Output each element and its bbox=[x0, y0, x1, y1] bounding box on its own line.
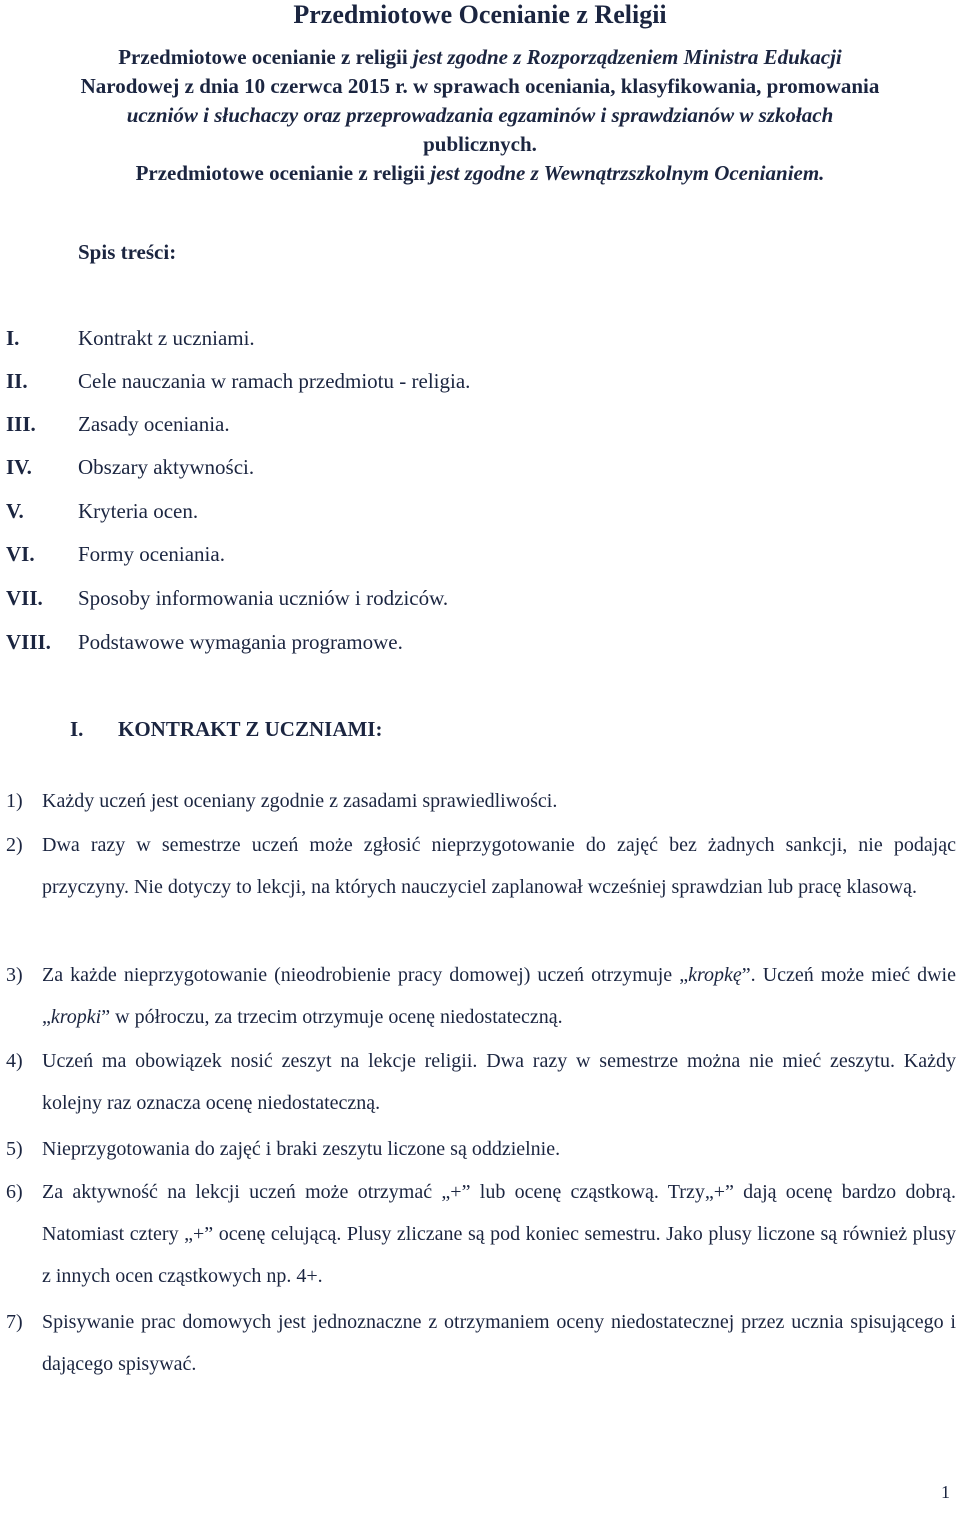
rule-text bbox=[42, 954, 956, 1038]
intro-text-bold-1: Przedmiotowe ocenianie z religii bbox=[118, 45, 413, 69]
toc-item-number: III. bbox=[6, 412, 36, 436]
rule-number: 2) bbox=[6, 834, 23, 856]
rule-text-part: ”. Uczeń może mieć dwie „ bbox=[42, 964, 956, 1028]
rule-item bbox=[6, 1040, 956, 1124]
toc-item-label: Kryteria ocen. bbox=[78, 499, 199, 523]
intro-text-bold-2: Narodowej z dnia 10 czerwca 2015 r. w sprawach oceniania, klasyfikowania, promowania bbox=[80, 74, 880, 98]
toc-item-number: V. bbox=[6, 499, 24, 523]
rule-text: Nieprzygotowania do zajęć i braki zeszytu liczone są oddzielnie. bbox=[42, 1138, 561, 1160]
toc-item-label: Podstawowe wymagania programowe. bbox=[78, 630, 403, 654]
rule-item bbox=[6, 1301, 956, 1385]
toc-item-number: IV. bbox=[6, 455, 32, 479]
toc-item-number: VII. bbox=[6, 586, 43, 610]
rule-text: Spisywanie prac domowych jest jednoznaczne z otrzymaniem oceny niedostatecznej przez ucznia spisującego i dającego spisywać. bbox=[42, 1311, 956, 1375]
intro-text-bold-3: publicznych. bbox=[423, 132, 537, 156]
toc-item-number: II. bbox=[6, 369, 28, 393]
rule-text: Każdy uczeń jest oceniany zgodnie z zasadami sprawiedliwości. bbox=[42, 790, 558, 812]
toc-item-label: Obszary aktywności. bbox=[78, 455, 255, 479]
rule-number: 4) bbox=[6, 1050, 23, 1072]
rule-number: 6) bbox=[6, 1181, 23, 1203]
intro-text-bold-4: Przedmiotowe ocenianie z religii bbox=[135, 161, 431, 185]
intro-paragraph bbox=[40, 43, 920, 188]
section-title: KONTRAKT Z UCZNIAMI: bbox=[118, 717, 383, 741]
rule-number: 5) bbox=[6, 1138, 23, 1160]
toc-item-number: I. bbox=[6, 326, 20, 350]
toc-item-number: VIII. bbox=[6, 630, 51, 654]
rule-text: Dwa razy w semestrze uczeń może zgłosić nieprzygotowanie do zajęć bez żadnych sankcji, nie podając przyczyny. Nie dotyczy to lekcji, na których nauczyciel zaplanował wcześniej sprawdzian lub pracę klasową. bbox=[42, 834, 956, 898]
rule-text-italic: kropki bbox=[50, 1006, 102, 1028]
toc-item-label: Sposoby informowania uczniów i rodziców. bbox=[78, 586, 449, 610]
toc-heading: Spis treści: bbox=[78, 240, 177, 264]
intro-text-italic-1: jest zgodne z Rozporządzeniem Ministra Edukacji bbox=[412, 45, 842, 69]
section-number: I. bbox=[70, 717, 84, 741]
rule-item bbox=[6, 1128, 956, 1170]
rule-text: Uczeń ma obowiązek nosić zeszyt na lekcje religii. Dwa razy w semestrze można nie mieć zeszytu. Każdy kolejny raz oznacza ocenę niedostateczną. bbox=[42, 1050, 956, 1114]
intro-text-italic-2: uczniów i słuchaczy oraz przeprowadzania egzaminów i sprawdzianów w szkołach bbox=[126, 103, 834, 127]
rule-item bbox=[6, 1171, 956, 1297]
toc-item-label: Kontrakt z uczniami. bbox=[78, 326, 255, 350]
rule-text-italic: kropkę bbox=[688, 964, 742, 986]
rule-item bbox=[6, 824, 956, 908]
toc-item-label: Cele nauczania w ramach przedmiotu - religia. bbox=[78, 369, 471, 393]
toc-item-number: VI. bbox=[6, 542, 35, 566]
rule-item bbox=[6, 780, 956, 822]
rule-number: 3) bbox=[6, 964, 23, 986]
rule-item bbox=[6, 954, 956, 1038]
toc-item-label: Zasady oceniania. bbox=[78, 412, 230, 436]
page-number: 1 bbox=[941, 1482, 950, 1502]
toc-item-label: Formy oceniania. bbox=[78, 542, 225, 566]
rule-number: 1) bbox=[6, 790, 23, 812]
rule-text: Za aktywność na lekcji uczeń może otrzymać „+” lub ocenę cząstkową. Trzy„+” dają ocenę bardzo dobrą. Natomiast cztery „+” ocenę celującą. Plusy zliczane są pod koniec semestru. Jako plusy liczone są również plusy z innych ocen cząstkowych np. 4+. bbox=[42, 1181, 956, 1287]
document-title: Przedmiotowe Ocenianie z Religii bbox=[293, 0, 667, 29]
intro-text-italic-3: jest zgodne z Wewnątrzszkolnym Ocenianiem. bbox=[430, 161, 825, 185]
rule-number: 7) bbox=[6, 1311, 23, 1333]
rule-text-part: ” w półroczu, za trzecim otrzymuje ocenę niedostateczną. bbox=[101, 1006, 563, 1028]
section-heading bbox=[70, 717, 382, 742]
rule-text-part: Za każde nieprzygotowanie (nieodrobienie pracy domowej) uczeń otrzymuje „ bbox=[42, 964, 689, 986]
